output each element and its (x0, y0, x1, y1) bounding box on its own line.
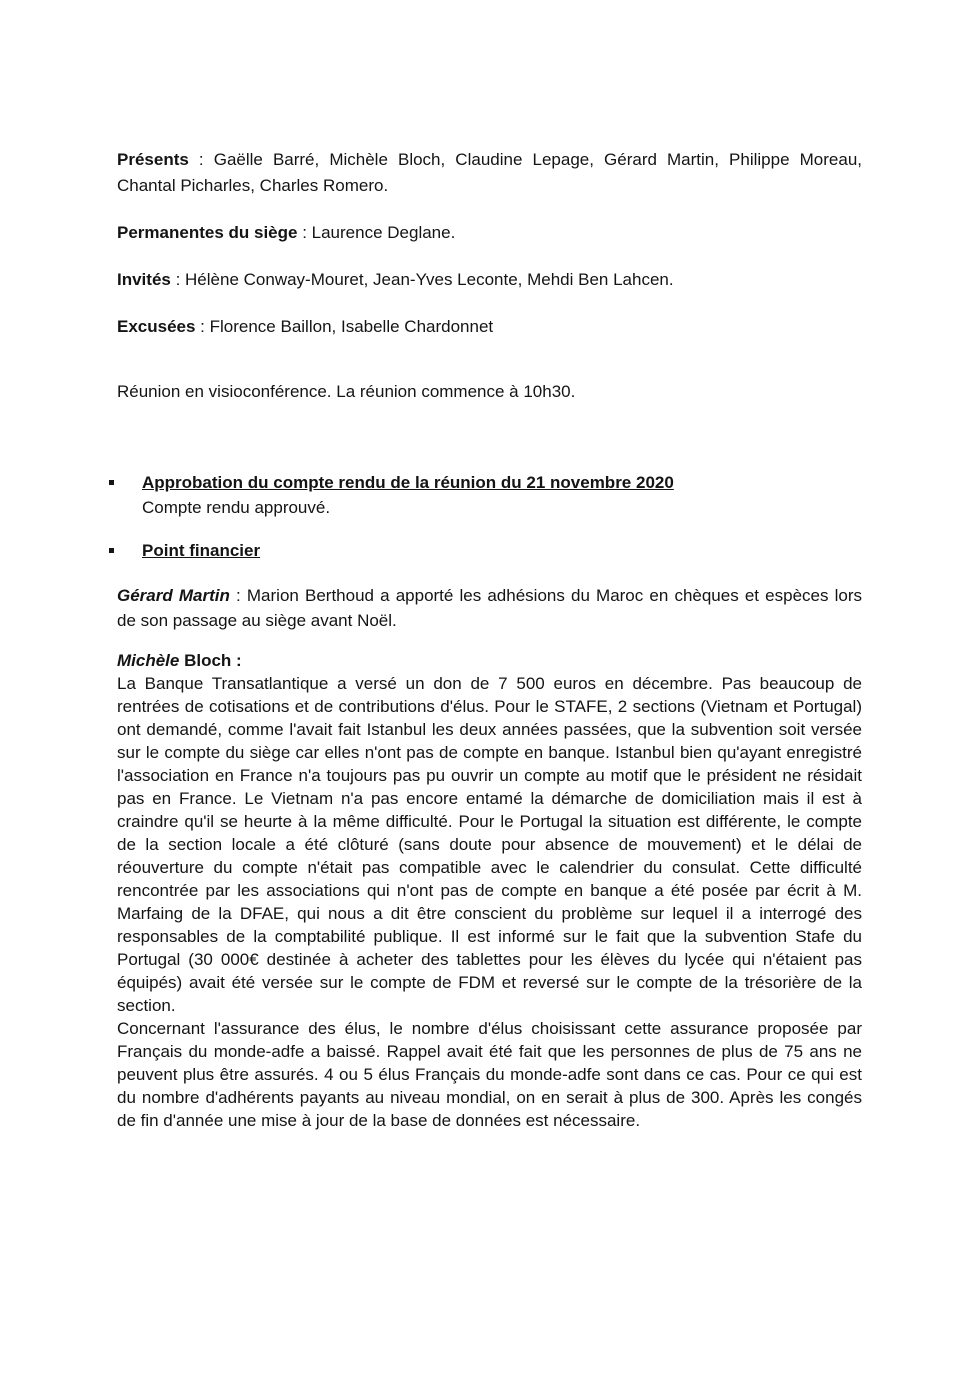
attendance-separator: : (195, 317, 210, 336)
attendance-value: Florence Baillon, Isabelle Chardonnet (209, 317, 494, 336)
attendance-label: Excusées (117, 317, 196, 336)
statement-paragraph-1: La Banque Transatlantique a versé un don de 7 500 euros en décembre. Pas beaucoup de rentrées de cotisations et de contributions d'élus. Pour le STAFE, 2 sections (Vietnam et Portugal) ont demandé, comme l'avait fait Istanbul les deux années passées, que la subvention soit versée sur le compte du siège car elles n'ont pas de compte en banque. Istanbul bien qu'ayant enregistré l'association en France n'a toujours pas pu ouvrir un compte au motif que le président ne résidait pas en France. Le Vietnam n'a pas encore entamé la démarche de domiciliation mais il est à craindre qu'il se heurte à la même difficulté. Pour le Portugal la situation est différente, le compte de la section locale a été clôturé (sans doute pour absence de mouvement) et le délai de réouverture du compte n'était pas compatible avec le calendrier du consulat. Cette difficulté rencontrée par les associations qui n'ont pas de compte en banque a été posée par écrit à M. Marfaing de la DFAE, qui nous a dit être conscient du problème sur lequel il a interrogé des responsables de la comptabilité publique. Il est informé sur le fait que la subvention Stafe du Portugal (30 000€ destinée à acheter des tablettes pour les élèves du lycée qui n'étaient pas équipés) avait été versée sur le compte de FDM et reversé sur le compte de la trésorière de la section. (117, 674, 862, 1015)
attendance-label: Présents (117, 150, 189, 169)
agenda-title: Approbation du compte rendu de la réunion du 21 novembre 2020 (142, 473, 674, 492)
speaker-name-first: Michèle (117, 651, 180, 670)
agenda-body (142, 538, 260, 563)
attendance-label: Invités (117, 270, 171, 289)
attendance-separator: : (297, 223, 312, 242)
agenda-body (142, 470, 674, 520)
agenda-list (117, 470, 862, 563)
agenda-item-point-financier (117, 538, 862, 563)
speaker-name-last: Bloch : (179, 651, 242, 670)
bullet-icon (109, 548, 114, 553)
attendance-label: Permanentes du siège (117, 223, 298, 242)
attendance-separator: : (188, 150, 214, 169)
agenda-item-approbation (117, 470, 862, 520)
attendance-row-permanentes (117, 220, 862, 246)
attendance-value: Gaëlle Barré, Michèle Bloch, Claudine Lepage, Gérard Martin, Philippe Moreau, Chantal Picharles, Charles Romero. (117, 150, 862, 195)
speaker-separator: : (229, 586, 247, 605)
attendance-row-invites (117, 267, 862, 293)
statement-paragraph-2: Concernant l'assurance des élus, le nombre d'élus choisissant cette assurance proposée par Français du monde-adfe a baissé. Rappel avait été fait que les personnes de plus de 75 ans ne peuvent plus être assurés. 4 ou 5 élus Français du monde-adfe sont dans ce cas. Pour ce qui est du nombre d'adhérents payants au niveau mondial, on en serait à plus de 300. Après les congés de fin d'année une mise à jour de la base de données est nécessaire. (117, 1019, 862, 1130)
speaker-name: Gérard Martin (117, 586, 230, 605)
attendance-separator: : (170, 270, 186, 289)
attendance-row-excusees (117, 314, 862, 340)
attendance-section (117, 147, 862, 340)
attendance-value: Laurence Deglane. (311, 223, 456, 242)
attendance-value: Hélène Conway-Mouret, Jean-Yves Leconte, Mehdi Ben Lahcen. (185, 270, 674, 289)
statement-michele-bloch (117, 649, 862, 1132)
statement-gerard-martin (117, 583, 862, 633)
statement-text: Marion Berthoud a apporté les adhésions du Maroc en chèques et espèces lors de son passage au siège avant Noël. (117, 586, 862, 630)
agenda-title: Point financier (142, 541, 261, 560)
speaker-heading (117, 649, 862, 672)
attendance-row-presents (117, 147, 862, 199)
meeting-note: Réunion en visioconférence. La réunion commence à 10h30. (117, 382, 576, 401)
agenda-note: Compte rendu approuvé. (142, 498, 331, 517)
bullet-icon (109, 480, 114, 485)
